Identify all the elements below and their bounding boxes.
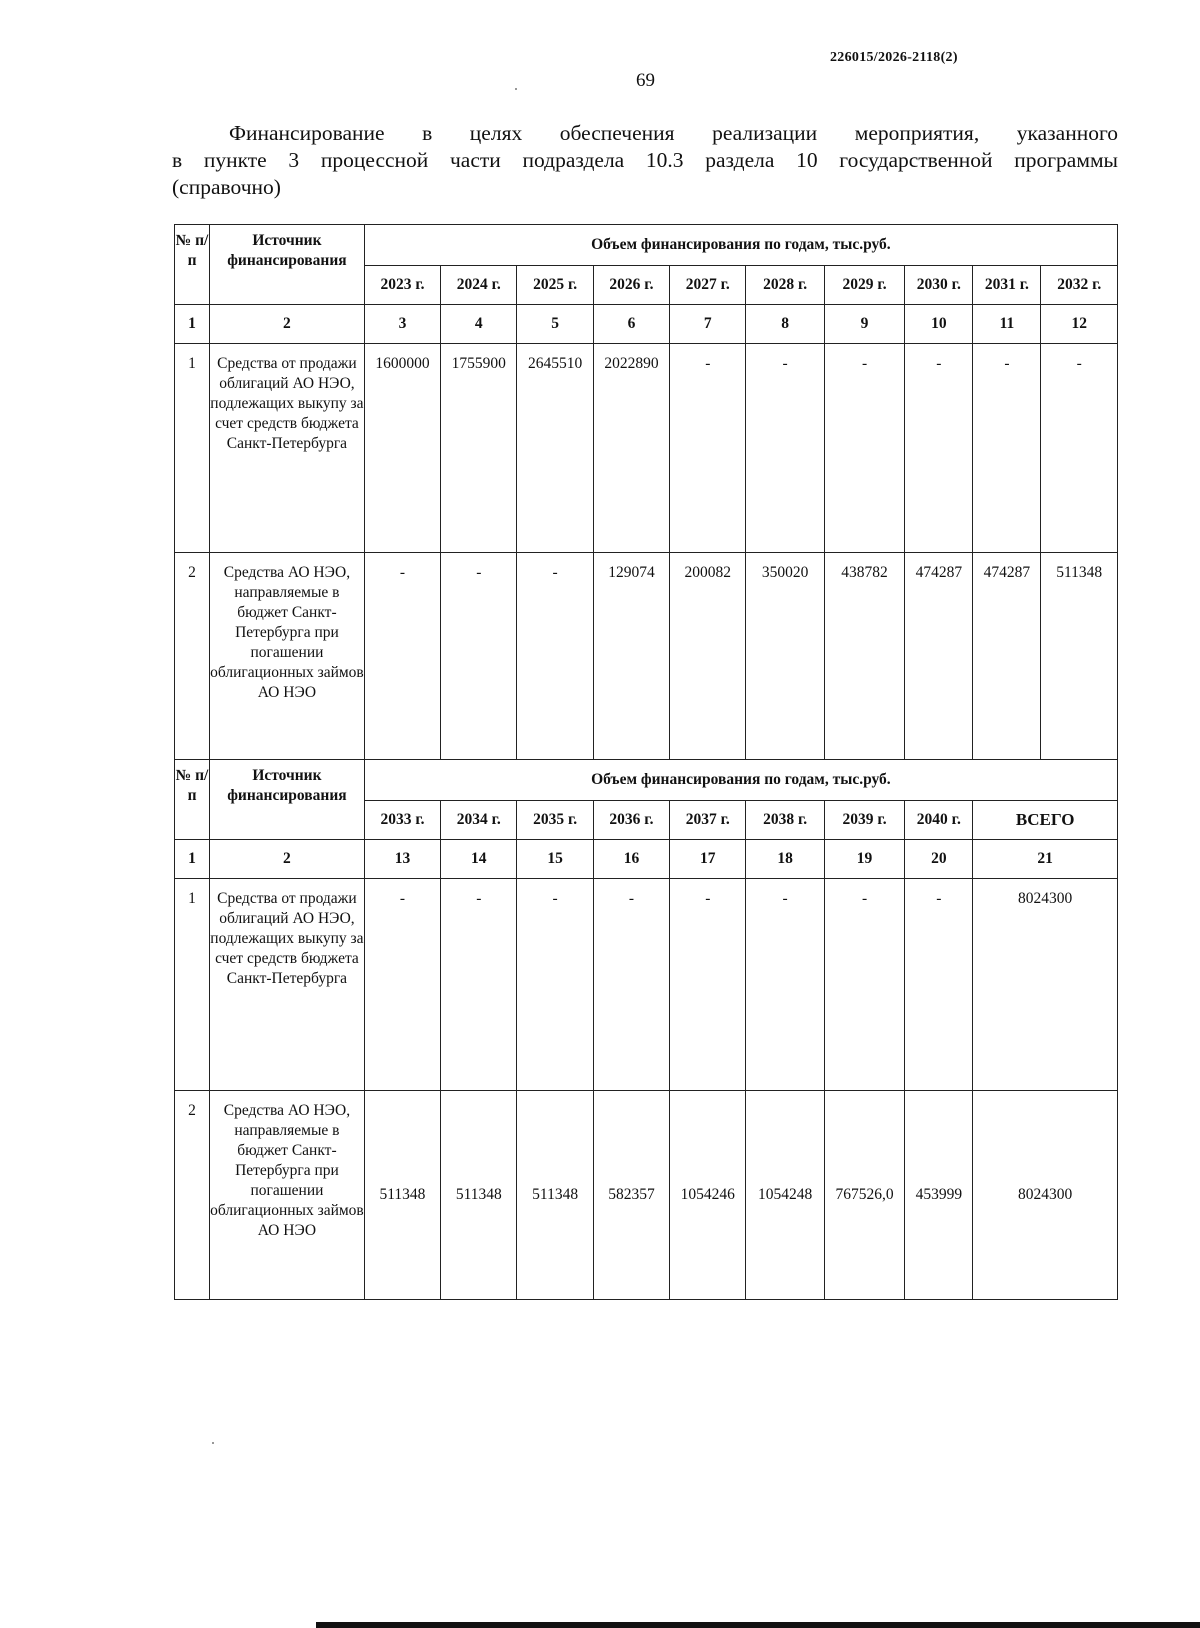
column-number: 15 bbox=[517, 840, 593, 879]
column-number: 2 bbox=[210, 305, 365, 344]
table-row bbox=[175, 1091, 1118, 1300]
amount-cell: - bbox=[973, 344, 1041, 553]
amount-cell: 1054246 bbox=[670, 1091, 746, 1300]
column-number: 1 bbox=[175, 840, 210, 879]
amount-cell: - bbox=[670, 344, 746, 553]
table2-column-numbers-row bbox=[175, 840, 1118, 879]
row-number: 1 bbox=[175, 344, 210, 553]
amount-cell: 511348 bbox=[364, 1091, 440, 1300]
scan-speck bbox=[212, 1442, 214, 1444]
column-number: 13 bbox=[364, 840, 440, 879]
total-cell: 8024300 bbox=[973, 879, 1118, 1091]
year-header: 2025 г. bbox=[517, 266, 593, 305]
year-header: 2026 г. bbox=[593, 266, 669, 305]
heading-line-2: в пункте 3 процессной части подраздела 10.3 раздела 10 государственной программы bbox=[172, 148, 1118, 172]
row-number: 1 bbox=[175, 879, 210, 1091]
year-header: 2037 г. bbox=[670, 801, 746, 840]
amount-cell: - bbox=[746, 344, 824, 553]
year-header: 2031 г. bbox=[973, 266, 1041, 305]
amount-cell: 129074 bbox=[593, 553, 669, 760]
row-number: 2 bbox=[175, 1091, 210, 1300]
amount-cell: 453999 bbox=[905, 1091, 973, 1300]
year-header: 2029 г. bbox=[824, 266, 904, 305]
heading-line-3: (справочно) bbox=[172, 175, 281, 199]
year-header: 2038 г. bbox=[746, 801, 824, 840]
year-header: 2039 г. bbox=[824, 801, 904, 840]
amount-cell: - bbox=[1041, 344, 1118, 553]
amount-cell: 1755900 bbox=[441, 344, 517, 553]
amount-cell: 200082 bbox=[670, 553, 746, 760]
table-row bbox=[175, 344, 1118, 553]
column-number: 6 bbox=[593, 305, 669, 344]
amount-cell: 474287 bbox=[905, 553, 973, 760]
amount-cell: 1054248 bbox=[746, 1091, 824, 1300]
column-number: 2 bbox=[210, 840, 365, 879]
column-number: 19 bbox=[824, 840, 904, 879]
year-header: 2033 г. bbox=[364, 801, 440, 840]
scan-speck bbox=[515, 88, 517, 90]
amount-cell: 511348 bbox=[517, 1091, 593, 1300]
funding-source: Средства АО НЭО, направляемые в бюджет Санкт-Петербурга при погашении облигационных займов АО НЭО bbox=[210, 553, 365, 760]
amount-cell: - bbox=[824, 344, 904, 553]
heading-line-1: Финансирование в целях обеспечения реализации мероприятия, указанного bbox=[229, 121, 1118, 145]
scan-edge-bar bbox=[316, 1622, 1200, 1628]
column-number: 4 bbox=[441, 305, 517, 344]
amount-cell: - bbox=[905, 879, 973, 1091]
amount-cell: 438782 bbox=[824, 553, 904, 760]
year-header: 2040 г. bbox=[905, 801, 973, 840]
year-header: 2032 г. bbox=[1041, 266, 1118, 305]
year-header: 2028 г. bbox=[746, 266, 824, 305]
column-number: 12 bbox=[1041, 305, 1118, 344]
amount-cell: 767526,0 bbox=[824, 1091, 904, 1300]
amount-cell: 2645510 bbox=[517, 344, 593, 553]
amount-cell: - bbox=[364, 879, 440, 1091]
amount-cell: - bbox=[517, 879, 593, 1091]
amount-cell: 511348 bbox=[441, 1091, 517, 1300]
column-number: 21 bbox=[973, 840, 1118, 879]
table2-col-no-header: № п/п bbox=[175, 760, 210, 840]
financing-table bbox=[174, 224, 1118, 1300]
table1-group-header: Объем финансирования по годам, тыс.руб. bbox=[364, 225, 1117, 266]
table-row bbox=[175, 879, 1118, 1091]
column-number: 7 bbox=[670, 305, 746, 344]
amount-cell: - bbox=[746, 879, 824, 1091]
table1-header-row bbox=[175, 225, 1118, 266]
year-header: 2030 г. bbox=[905, 266, 973, 305]
amount-cell: - bbox=[670, 879, 746, 1091]
amount-cell: - bbox=[441, 553, 517, 760]
total-header: ВСЕГО bbox=[973, 801, 1118, 840]
table1-col-source-header: Источник финансирования bbox=[210, 225, 365, 305]
amount-cell: - bbox=[517, 553, 593, 760]
document-heading bbox=[172, 120, 1118, 201]
year-header: 2036 г. bbox=[593, 801, 669, 840]
column-number: 3 bbox=[364, 305, 440, 344]
column-number: 14 bbox=[441, 840, 517, 879]
amount-cell: 582357 bbox=[593, 1091, 669, 1300]
table1-column-numbers-row bbox=[175, 305, 1118, 344]
column-number: 11 bbox=[973, 305, 1041, 344]
column-number: 16 bbox=[593, 840, 669, 879]
column-number: 10 bbox=[905, 305, 973, 344]
document-registration-number: 226015/2026-2118(2) bbox=[830, 50, 958, 65]
amount-cell: 474287 bbox=[973, 553, 1041, 760]
amount-cell: - bbox=[824, 879, 904, 1091]
amount-cell: - bbox=[364, 553, 440, 760]
table1-col-no-header: № п/п bbox=[175, 225, 210, 305]
table2-col-source-header: Источник финансирования bbox=[210, 760, 365, 840]
column-number: 5 bbox=[517, 305, 593, 344]
total-cell: 8024300 bbox=[973, 1091, 1118, 1300]
amount-cell: - bbox=[441, 879, 517, 1091]
table2-group-header: Объем финансирования по годам, тыс.руб. bbox=[364, 760, 1117, 801]
funding-source: Средства от продажи облигаций АО НЭО, подлежащих выкупу за счет средств бюджета Санкт-Петербурга bbox=[210, 879, 365, 1091]
funding-source: Средства АО НЭО, направляемые в бюджет Санкт-Петербурга при погашении облигационных займов АО НЭО bbox=[210, 1091, 365, 1300]
table-row bbox=[175, 553, 1118, 760]
funding-source: Средства от продажи облигаций АО НЭО, подлежащих выкупу за счет средств бюджета Санкт-Петербурга bbox=[210, 344, 365, 553]
page-number: 69 bbox=[636, 70, 655, 91]
column-number: 1 bbox=[175, 305, 210, 344]
year-header: 2023 г. bbox=[364, 266, 440, 305]
column-number: 9 bbox=[824, 305, 904, 344]
amount-cell: 350020 bbox=[746, 553, 824, 760]
table2-header-row bbox=[175, 760, 1118, 801]
amount-cell: 1600000 bbox=[364, 344, 440, 553]
year-header: 2035 г. bbox=[517, 801, 593, 840]
row-number: 2 bbox=[175, 553, 210, 760]
amount-cell: 2022890 bbox=[593, 344, 669, 553]
column-number: 20 bbox=[905, 840, 973, 879]
column-number: 8 bbox=[746, 305, 824, 344]
column-number: 18 bbox=[746, 840, 824, 879]
year-header: 2027 г. bbox=[670, 266, 746, 305]
amount-cell: - bbox=[593, 879, 669, 1091]
column-number: 17 bbox=[670, 840, 746, 879]
amount-cell: 511348 bbox=[1041, 553, 1118, 760]
amount-cell: - bbox=[905, 344, 973, 553]
year-header: 2024 г. bbox=[441, 266, 517, 305]
year-header: 2034 г. bbox=[441, 801, 517, 840]
